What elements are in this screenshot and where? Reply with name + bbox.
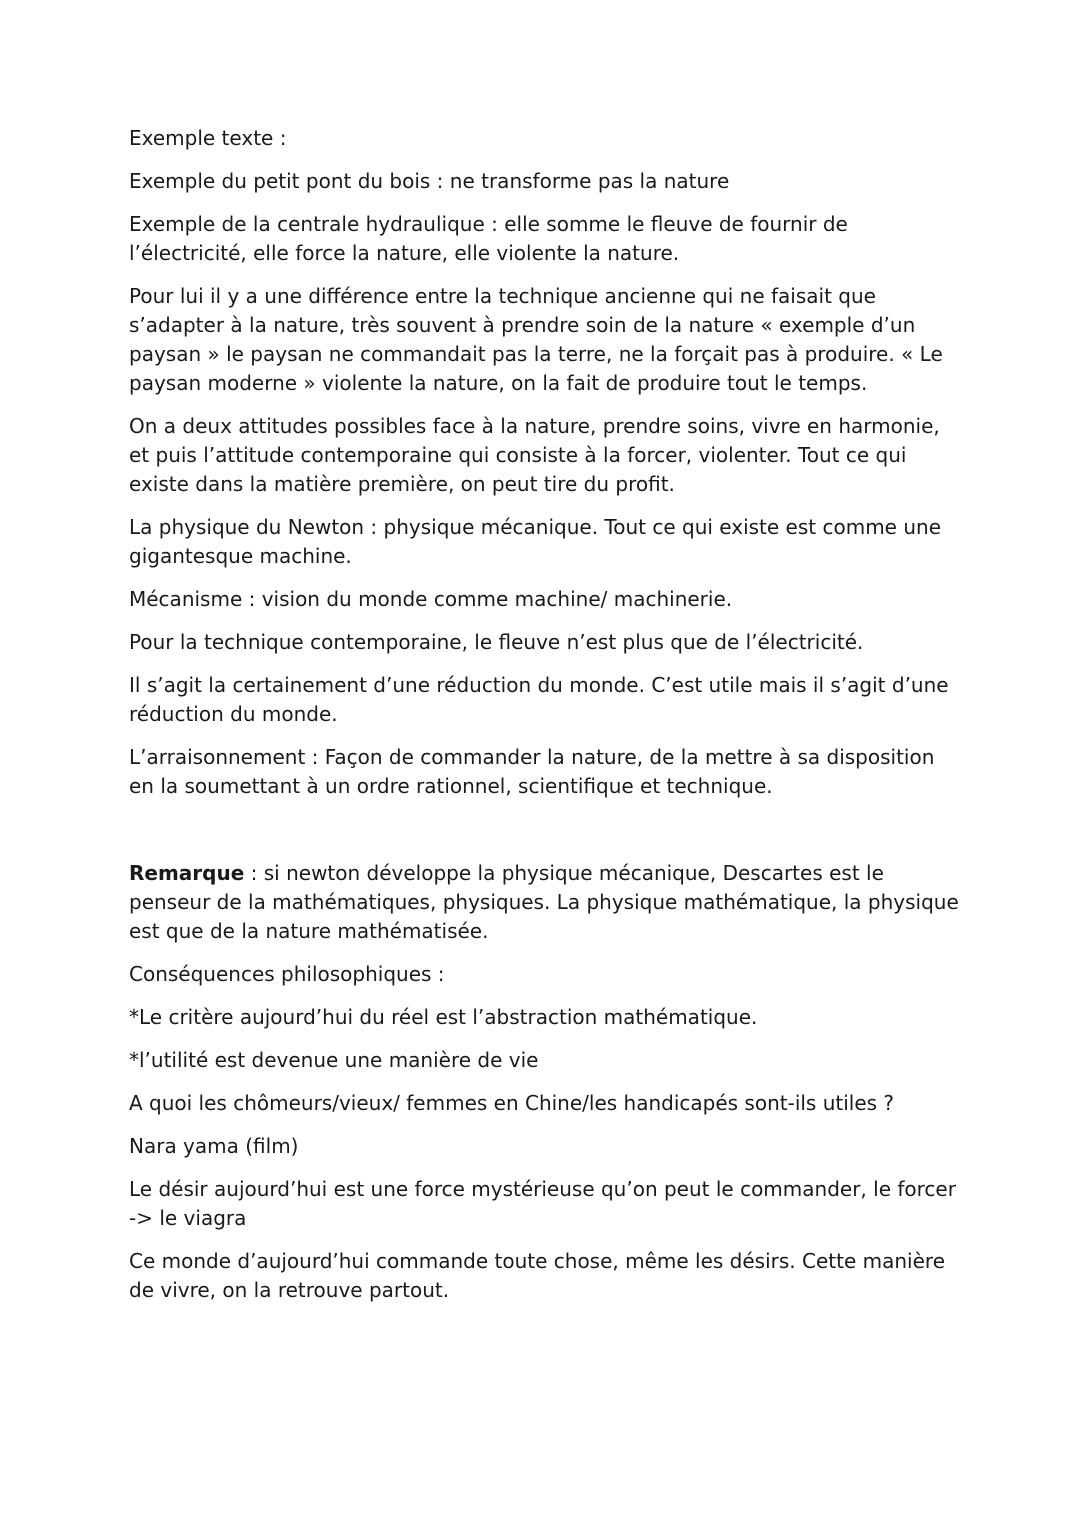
section-spacer: [129, 815, 959, 859]
remark-text: : si newton développe la physique mécanique, Descartes est le penseur de la mathématiques, physiques. La physique mathématique, la physique est que de la nature mathématisée.: [129, 861, 959, 943]
paragraph-consequences: Conséquences philosophiques :: [129, 962, 445, 986]
remark-label: Remarque: [129, 861, 245, 885]
paragraph-arraisonnement: L’arraisonnement : Façon de commander la nature, de la mettre à sa disposition en la soumettant à un ordre rationnel, scientifique et technique.: [129, 745, 935, 798]
paragraph-critere-reel: *Le critère aujourd’hui du réel est l’abstraction mathématique.: [129, 1005, 758, 1029]
paragraph-nara-yama: Nara yama (film): [129, 1134, 299, 1158]
paragraph-physique-newton: La physique du Newton : physique mécanique. Tout ce qui existe est comme une gigantesque machine.: [129, 515, 941, 568]
paragraph-ce-monde: Ce monde d’aujourd’hui commande toute chose, même les désirs. Cette manière de vivre, on la retrouve partout.: [129, 1249, 945, 1302]
paragraph-petit-pont: Exemple du petit pont du bois : ne transforme pas la nature: [129, 169, 730, 193]
paragraph-deux-attitudes: On a deux attitudes possibles face à la nature, prendre soins, vivre en harmonie, et puis l’attitude contemporaine qui consiste à la forcer, violenter. Tout ce qui existe dans la matière première, on peut tire du profit.: [129, 414, 940, 496]
paragraph-technique-ancienne: Pour lui il y a une différence entre la technique ancienne qui ne faisait que s’adapter à la nature, très souvent à prendre soin de la nature « exemple d’un paysan » le paysan ne commandait pas la terre, ne la forçait pas à produire. « Le paysan moderne » violente la nature, on la fait de produire tout le temps.: [129, 284, 943, 395]
paragraph-utilite: *l’utilité est devenue une manière de vie: [129, 1048, 539, 1072]
paragraph-mecanisme: Mécanisme : vision du monde comme machine/ machinerie.: [129, 587, 733, 611]
document-page: [129, 124, 959, 1319]
paragraph-desir: Le désir aujourd’hui est une force mystérieuse qu’on peut le commander, le forcer -> le viagra: [129, 1177, 956, 1230]
paragraph-technique-contemporaine: Pour la technique contemporaine, le fleuve n’est plus que de l’électricité.: [129, 630, 864, 654]
paragraph-remarque: [129, 859, 959, 946]
paragraph-centrale-hydraulique: Exemple de la centrale hydraulique : elle somme le fleuve de fournir de l’électricité, elle force la nature, elle violente la nature.: [129, 212, 848, 265]
paragraph-reduction-monde: Il s’agit la certainement d’une réduction du monde. C’est utile mais il s’agit d’une réduction du monde.: [129, 673, 949, 726]
paragraph-exemple-texte: Exemple texte :: [129, 126, 287, 150]
paragraph-a-quoi: A quoi les chômeurs/vieux/ femmes en Chine/les handicapés sont-ils utiles ?: [129, 1091, 895, 1115]
